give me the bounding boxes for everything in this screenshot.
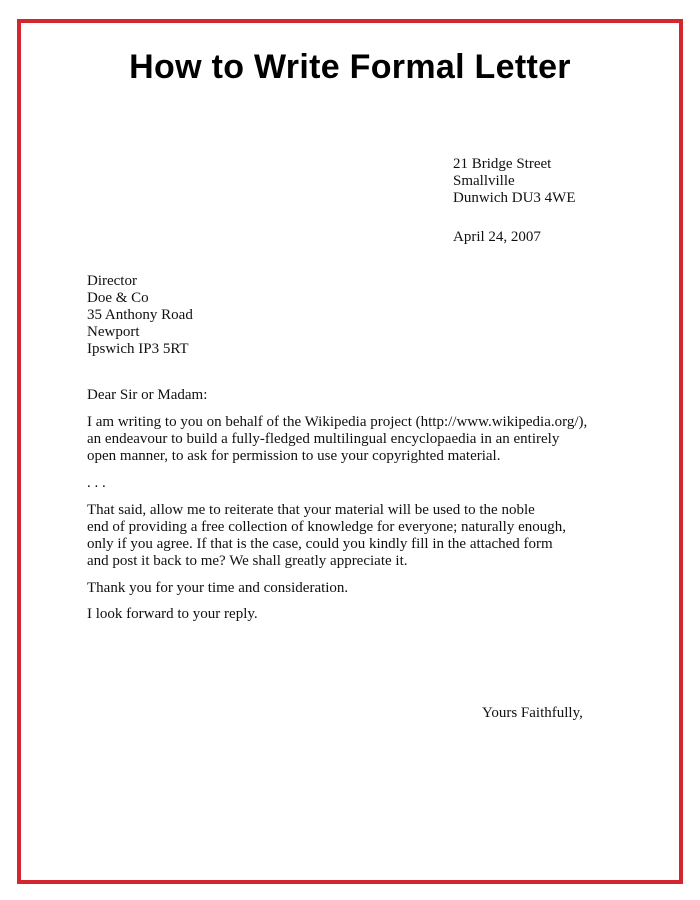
recipient-address-line: Ipswich IP3 5RT	[87, 341, 189, 357]
letter-date: April 24, 2007	[453, 229, 541, 245]
salutation: Dear Sir or Madam:	[87, 387, 208, 403]
sender-address-line: 21 Bridge Street	[453, 156, 552, 172]
paragraph-line: open manner, to ask for permission to use your copyrighted material.	[87, 448, 501, 464]
paragraph-line: and post it back to me? We shall greatly appreciate it.	[87, 553, 408, 569]
paragraph-line: I am writing to you on behalf of the Wikipedia project (http://www.wikipedia.org/),	[87, 414, 588, 430]
recipient-address-line: Doe & Co	[87, 290, 149, 306]
signoff: Yours Faithfully,	[482, 705, 583, 721]
paragraph-line: end of providing a free collection of knowledge for everyone; naturally enough,	[87, 519, 566, 535]
closing-line: I look forward to your reply.	[87, 606, 258, 622]
page-title: How to Write Formal Letter	[129, 48, 571, 86]
recipient-address-line: 35 Anthony Road	[87, 307, 193, 323]
sender-address-line: Smallville	[453, 173, 515, 189]
recipient-address-line: Newport	[87, 324, 140, 340]
recipient-address-line: Director	[87, 273, 137, 289]
paragraph-line: That said, allow me to reiterate that your material will be used to the noble	[87, 502, 535, 518]
ellipsis: . . .	[87, 475, 106, 491]
thanks-line: Thank you for your time and consideration.	[87, 580, 349, 596]
paragraph-line: an endeavour to build a fully-fledged multilingual encyclopaedia in an entirely	[87, 431, 560, 447]
paragraph-line: only if you agree. If that is the case, could you kindly fill in the attached form	[87, 536, 553, 552]
sender-address-line: Dunwich DU3 4WE	[453, 190, 576, 206]
